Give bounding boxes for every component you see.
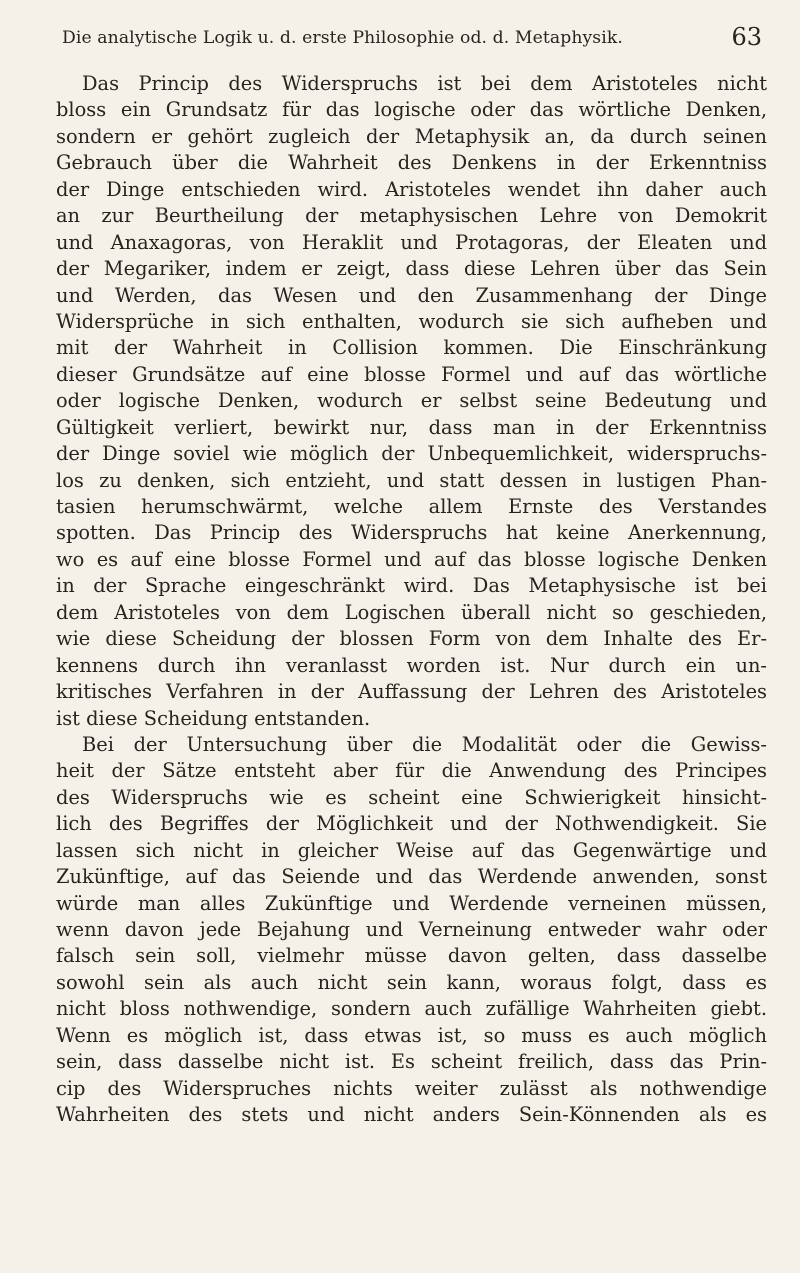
body-text <box>56 71 767 1129</box>
text-line: sein, dass dasselbe nicht ist. Es scheint freilich, dass das Prin- <box>56 1050 767 1074</box>
text-line: des Widerspruchs wie es scheint eine Schwierigkeit hinsicht- <box>56 785 767 809</box>
running-title: Die analytische Logik u. d. erste Philosophie od. d. Metaphysik. <box>62 28 623 48</box>
text-line: Wenn es möglich ist, dass etwas ist, so muss es auch möglich <box>56 1023 767 1047</box>
text-line: Widersprüche in sich enthalten, wodurch sie sich aufheben und <box>56 309 767 333</box>
text-line: Wahrheiten des stets und nicht anders Sein-Könnenden als es <box>56 1103 767 1127</box>
text-line: tasien herumschwärmt, welche allem Ernste des Verstandes <box>56 495 767 518</box>
text-line: an zur Beurtheilung der metaphysischen Lehre von Demokrit <box>56 204 767 228</box>
text-line: ist diese Scheidung entstanden. <box>56 706 371 730</box>
text-line: heit der Sätze entsteht aber für die Anwendung des Principes <box>56 759 767 783</box>
paragraph <box>56 71 767 732</box>
text-line: der Dinge soviel wie möglich der Unbequemlichkeit, widerspruchs- <box>56 442 767 466</box>
text-line: lich des Begriffes der Möglichkeit und der Nothwendigkeit. Sie <box>56 812 767 836</box>
text-line: bloss ein Grundsatz für das logische oder das wörtliche Denken, <box>56 98 767 122</box>
text-line: wenn davon jede Bejahung und Verneinung entweder wahr oder <box>56 918 767 941</box>
text-line: cip des Widerspruches nichts weiter zulässt als nothwendige <box>56 1076 767 1100</box>
paragraph <box>56 732 767 1129</box>
running-head <box>62 22 762 58</box>
text-line: wo es auf eine blosse Formel und auf das blosse logische Denken <box>56 547 767 571</box>
text-line: mit der Wahrheit in Collision kommen. Die Einschränkung <box>56 336 767 360</box>
text-line: und Anaxagoras, von Heraklit und Protagoras, der Eleaten und <box>56 230 767 254</box>
text-line: Das Princip des Widerspruchs ist bei dem Aristoteles nicht <box>82 72 767 95</box>
text-line: sowohl sein als auch nicht sein kann, woraus folgt, dass es <box>56 970 767 994</box>
text-line: kennens durch ihn veranlasst worden ist. Nur durch ein un- <box>56 653 767 677</box>
text-line: nicht bloss nothwendige, sondern auch zufällige Wahrheiten giebt. <box>56 997 767 1021</box>
page-number: 63 <box>731 23 762 51</box>
text-line: der Dinge entschieden wird. Aristoteles wendet ihn daher auch <box>56 177 767 201</box>
text-line: würde man alles Zukünftige und Werdende verneinen müssen, <box>56 891 767 915</box>
text-line: lassen sich nicht in gleicher Weise auf das Gegenwärtige und <box>56 838 767 862</box>
text-line: oder logische Denken, wodurch er selbst seine Bedeutung und <box>56 389 767 413</box>
text-line: spotten. Das Princip des Widerspruchs hat keine Anerkennung, <box>56 521 767 545</box>
text-line: wie diese Scheidung der blossen Form von dem Inhalte des Er- <box>56 627 767 651</box>
text-line: los zu denken, sich entzieht, und statt dessen in lustigen Phan- <box>56 468 767 492</box>
text-line: Zukünftige, auf das Seiende und das Werdende anwenden, sonst <box>56 865 767 889</box>
text-line: falsch sein soll, vielmehr müsse davon gelten, dass dasselbe <box>56 944 767 968</box>
text-line: Bei der Untersuchung über die Modalität oder die Gewiss- <box>82 732 767 756</box>
text-line: und Werden, das Wesen und den Zusammenhang der Dinge <box>56 283 767 307</box>
text-line: Gültigkeit verliert, bewirkt nur, dass man in der Erkenntniss <box>56 415 767 439</box>
text-line: dieser Grundsätze auf eine blosse Formel und auf das wörtliche <box>56 362 767 386</box>
text-line: dem Aristoteles von dem Logischen überall nicht so geschieden, <box>56 600 767 624</box>
text-line: Gebrauch über die Wahrheit des Denkens in der Erkenntniss <box>56 151 767 175</box>
text-line: der Megariker, indem er zeigt, dass diese Lehren über das Sein <box>56 257 767 281</box>
text-line: in der Sprache eingeschränkt wird. Das Metaphysische ist bei <box>56 574 767 598</box>
text-line: kritisches Verfahren in der Auffassung der Lehren des Aristoteles <box>56 680 767 704</box>
text-line: sondern er gehört zugleich der Metaphysik an, da durch seinen <box>56 124 767 148</box>
